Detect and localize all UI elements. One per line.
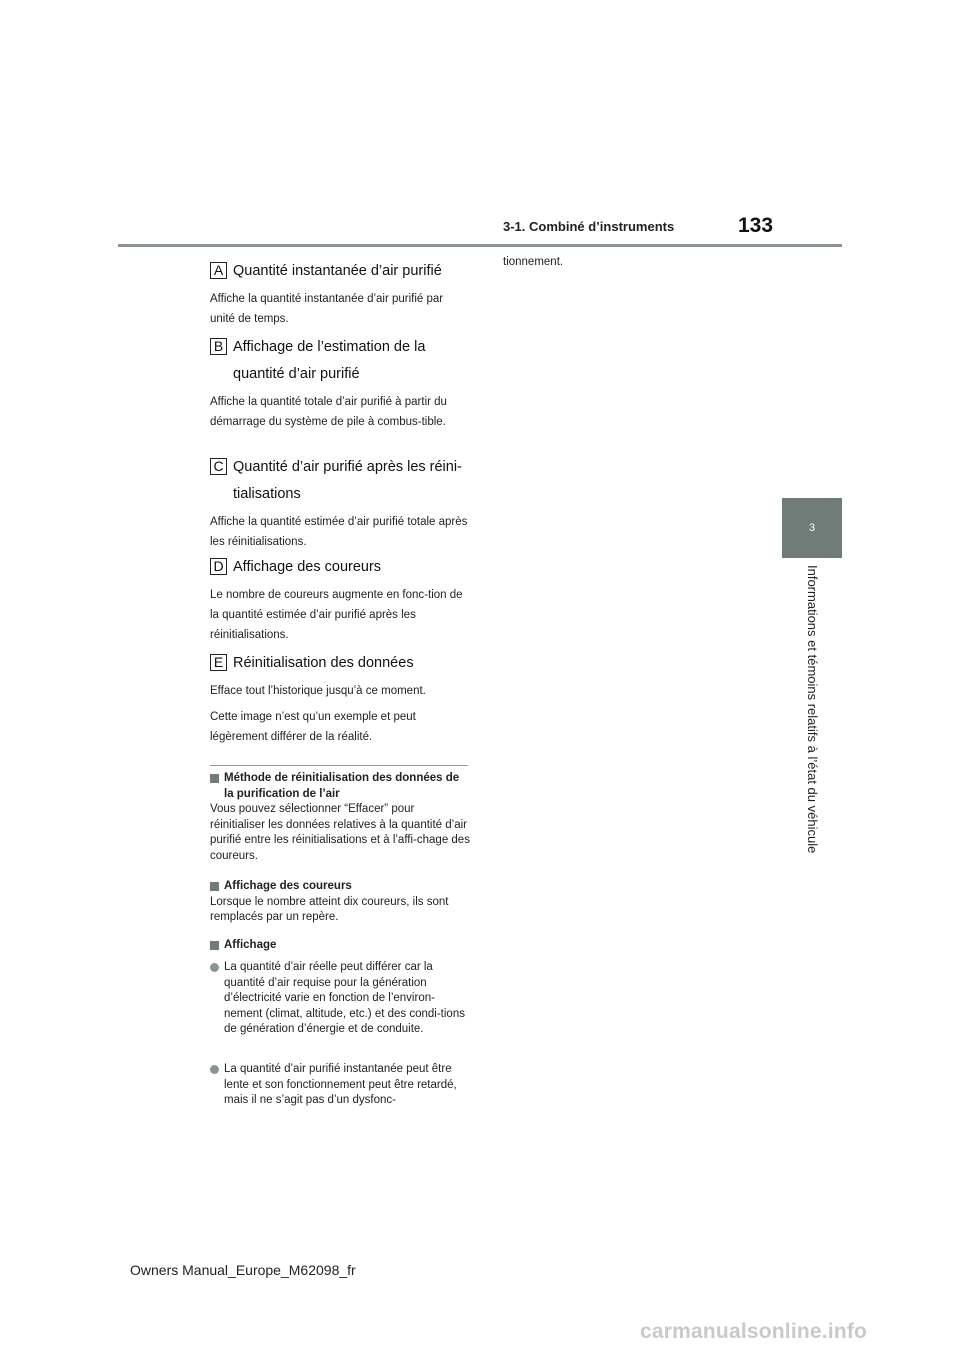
item-c-title: Quantité d’air purifié après les réini-tialisations xyxy=(233,459,462,502)
square-bullet-icon xyxy=(210,941,219,950)
item-b-description: Affiche la quantité totale d’air purifié à partir du démarrage du système de pile à combus-tible. xyxy=(210,396,447,428)
item-e xyxy=(210,650,468,747)
item-b-title: Affichage de l’estimation de la quantité d’air purifié xyxy=(233,339,426,382)
header-divider xyxy=(118,244,842,247)
page-number: 133 xyxy=(738,214,774,237)
label-d-box: D xyxy=(210,558,227,575)
bullet-text: La quantité d’air réelle peut différer car la quantité d’air requise pour la génération d’électricité varie en fonction de l’environ-nement (climat, altitude, etc.) et des condi-tions de génération d’énergie et de conduite. xyxy=(224,961,465,1035)
note-runners xyxy=(210,879,470,926)
item-e-title: Réinitialisation des données xyxy=(233,655,414,671)
item-a xyxy=(210,258,468,329)
item-d-title: Affichage des coureurs xyxy=(233,559,382,575)
label-a-box: A xyxy=(210,262,227,279)
bullet-text: La quantité d’air purifié instantanée peut être lente et son fonctionnement peut être retardé, mais il ne s’agit pas d’un dysfonc- xyxy=(224,1063,457,1106)
display-bullet-1 xyxy=(210,960,470,1038)
label-c-box: C xyxy=(210,458,227,475)
manual-footer: Owners Manual_Europe_M62098_fr xyxy=(130,1262,356,1278)
note-display xyxy=(210,938,470,954)
item-e-description: Efface tout l’historique jusqu’à ce moment. xyxy=(210,685,426,697)
item-d-description: Le nombre de coureurs augmente en fonc-tion de la quantité estimée d’air purifié après les réinitialisations. xyxy=(210,589,463,641)
note-runners-title: Affichage des coureurs xyxy=(224,880,352,892)
item-b xyxy=(210,334,468,432)
label-e-box: E xyxy=(210,654,227,671)
item-c-description: Affiche la quantité estimée d’air purifié totale après les réinitialisations. xyxy=(210,516,468,548)
note-reset-title: Méthode de réinitialisation des données de la purification de l’air xyxy=(224,772,460,800)
item-a-title: Quantité instantanée d’air purifié xyxy=(233,263,442,279)
label-b-box: B xyxy=(210,338,227,355)
square-bullet-icon xyxy=(210,882,219,891)
square-bullet-icon xyxy=(210,774,219,783)
round-bullet-icon xyxy=(210,1065,219,1074)
section-title: 3-1. Combiné d’instruments xyxy=(503,219,675,234)
note-display-title: Affichage xyxy=(224,939,277,951)
note-reset-body: Vous pouvez sélectionner “Effacer” pour réinitialiser les données relatives à la quantité d’air purifié entre les réinitialisations et à l’affi-chage des coureurs. xyxy=(210,803,470,862)
item-a-description: Affiche la quantité instantanée d’air purifié par unité de temps. xyxy=(210,293,444,325)
item-c xyxy=(210,454,468,552)
section-divider xyxy=(210,765,468,766)
item-d xyxy=(210,554,468,645)
note-reset xyxy=(210,771,470,864)
display-bullet-2 xyxy=(210,1062,470,1109)
note-runners-body: Lorsque le nombre atteint dix coureurs, ils sont remplacés par un repère. xyxy=(210,895,449,923)
round-bullet-icon xyxy=(210,963,219,972)
watermark: carmanualsonline.info xyxy=(640,1320,868,1343)
continued-text: tionnement. xyxy=(503,256,564,268)
chapter-number: 3 xyxy=(808,522,816,534)
chapter-tab xyxy=(782,498,842,558)
chapter-title: Informations et témoins relatifs à l’état du véhicule xyxy=(805,565,820,854)
image-disclaimer: Cette image n’est qu’un exemple et peut légèrement différer de la réalité. xyxy=(210,711,416,743)
